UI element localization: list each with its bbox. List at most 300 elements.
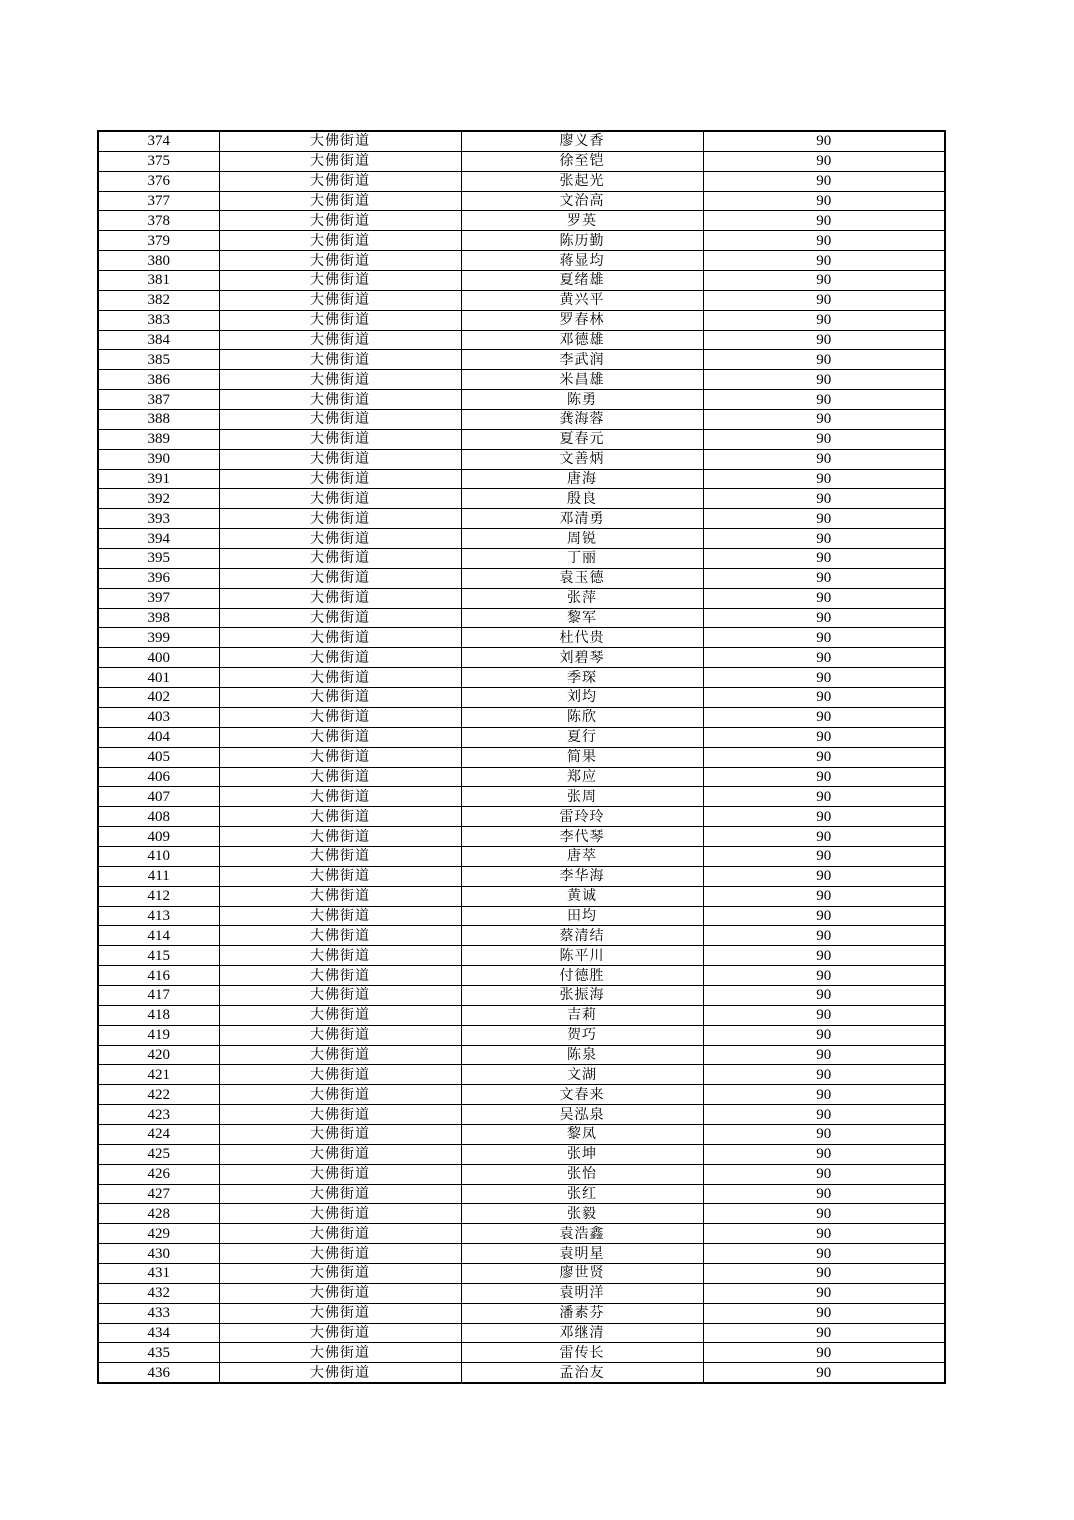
row-number-cell: 405 [98,747,219,767]
street-cell: 大佛街道 [219,827,461,847]
name-cell: 米昌雄 [461,370,703,390]
table-row [98,985,945,1005]
street-cell: 大佛街道 [219,985,461,1005]
row-number-cell: 401 [98,668,219,688]
street-cell: 大佛街道 [219,1283,461,1303]
score-cell: 90 [703,271,945,291]
row-number-cell: 399 [98,628,219,648]
name-cell: 唐萃 [461,846,703,866]
name-cell: 陈平川 [461,946,703,966]
score-cell: 90 [703,1025,945,1045]
street-cell: 大佛街道 [219,807,461,827]
roster-table-body [98,131,945,1383]
street-cell: 大佛街道 [219,886,461,906]
table-row [98,926,945,946]
name-cell: 雷玲玲 [461,807,703,827]
street-cell: 大佛街道 [219,1085,461,1105]
score-cell: 90 [703,370,945,390]
score-cell: 90 [703,151,945,171]
score-cell: 90 [703,1105,945,1125]
score-cell: 90 [703,866,945,886]
score-cell: 90 [703,727,945,747]
table-row [98,668,945,688]
score-cell: 90 [703,1204,945,1224]
street-cell: 大佛街道 [219,608,461,628]
table-row [98,727,945,747]
row-number-cell: 387 [98,390,219,410]
table-row [98,449,945,469]
table-row [98,151,945,171]
table-row [98,1363,945,1383]
street-cell: 大佛街道 [219,588,461,608]
row-number-cell: 408 [98,807,219,827]
table-row [98,310,945,330]
score-cell: 90 [703,946,945,966]
row-number-cell: 402 [98,688,219,708]
street-cell: 大佛街道 [219,1065,461,1085]
street-cell: 大佛街道 [219,688,461,708]
score-cell: 90 [703,668,945,688]
row-number-cell: 397 [98,588,219,608]
score-cell: 90 [703,1184,945,1204]
table-row [98,1025,945,1045]
name-cell: 刘碧琴 [461,648,703,668]
street-cell: 大佛街道 [219,549,461,569]
row-number-cell: 394 [98,529,219,549]
table-row [98,1204,945,1224]
score-cell: 90 [703,310,945,330]
name-cell: 夏春元 [461,429,703,449]
table-row [98,747,945,767]
name-cell: 唐海 [461,469,703,489]
name-cell: 张坤 [461,1144,703,1164]
name-cell: 付德胜 [461,966,703,986]
row-number-cell: 383 [98,310,219,330]
name-cell: 陈欣 [461,707,703,727]
row-number-cell: 418 [98,1005,219,1025]
street-cell: 大佛街道 [219,390,461,410]
name-cell: 雷传长 [461,1343,703,1363]
name-cell: 潘素芬 [461,1303,703,1323]
table-row [98,410,945,430]
table-row [98,688,945,708]
name-cell: 殷良 [461,489,703,509]
street-cell: 大佛街道 [219,211,461,231]
row-number-cell: 382 [98,290,219,310]
table-row [98,271,945,291]
street-cell: 大佛街道 [219,1005,461,1025]
table-row [98,1283,945,1303]
name-cell: 张振海 [461,985,703,1005]
name-cell: 丁丽 [461,549,703,569]
table-row [98,1065,945,1085]
score-cell: 90 [703,290,945,310]
score-cell: 90 [703,966,945,986]
row-number-cell: 410 [98,846,219,866]
row-number-cell: 395 [98,549,219,569]
street-cell: 大佛街道 [219,1204,461,1224]
score-cell: 90 [703,1144,945,1164]
row-number-cell: 412 [98,886,219,906]
table-row [98,1164,945,1184]
name-cell: 张起光 [461,171,703,191]
name-cell: 蒋显均 [461,251,703,271]
street-cell: 大佛街道 [219,489,461,509]
table-row [98,1263,945,1283]
name-cell: 陈历勤 [461,231,703,251]
table-row [98,1105,945,1125]
table-row [98,191,945,211]
street-cell: 大佛街道 [219,151,461,171]
street-cell: 大佛街道 [219,509,461,529]
street-cell: 大佛街道 [219,1224,461,1244]
row-number-cell: 390 [98,449,219,469]
row-number-cell: 417 [98,985,219,1005]
score-cell: 90 [703,1283,945,1303]
street-cell: 大佛街道 [219,449,461,469]
street-cell: 大佛街道 [219,1105,461,1125]
table-row [98,429,945,449]
row-number-cell: 426 [98,1164,219,1184]
score-cell: 90 [703,131,945,151]
score-cell: 90 [703,1124,945,1144]
row-number-cell: 409 [98,827,219,847]
street-cell: 大佛街道 [219,1263,461,1283]
score-cell: 90 [703,1224,945,1244]
street-cell: 大佛街道 [219,171,461,191]
row-number-cell: 404 [98,727,219,747]
row-number-cell: 406 [98,767,219,787]
name-cell: 夏绪雄 [461,271,703,291]
row-number-cell: 430 [98,1244,219,1264]
table-row [98,350,945,370]
street-cell: 大佛街道 [219,906,461,926]
table-row [98,1184,945,1204]
score-cell: 90 [703,985,945,1005]
row-number-cell: 393 [98,509,219,529]
score-cell: 90 [703,449,945,469]
score-cell: 90 [703,608,945,628]
street-cell: 大佛街道 [219,866,461,886]
name-cell: 邓清勇 [461,509,703,529]
row-number-cell: 425 [98,1144,219,1164]
score-cell: 90 [703,1343,945,1363]
score-cell: 90 [703,886,945,906]
table-row [98,767,945,787]
table-row [98,390,945,410]
row-number-cell: 378 [98,211,219,231]
row-number-cell: 413 [98,906,219,926]
row-number-cell: 420 [98,1045,219,1065]
row-number-cell: 407 [98,787,219,807]
street-cell: 大佛街道 [219,1244,461,1264]
name-cell: 文治高 [461,191,703,211]
score-cell: 90 [703,410,945,430]
street-cell: 大佛街道 [219,668,461,688]
score-cell: 90 [703,906,945,926]
name-cell: 廖世贤 [461,1263,703,1283]
row-number-cell: 396 [98,568,219,588]
table-row [98,827,945,847]
table-row [98,509,945,529]
score-cell: 90 [703,1263,945,1283]
score-cell: 90 [703,568,945,588]
score-cell: 90 [703,787,945,807]
table-row [98,588,945,608]
row-number-cell: 400 [98,648,219,668]
row-number-cell: 436 [98,1363,219,1383]
row-number-cell: 419 [98,1025,219,1045]
street-cell: 大佛街道 [219,290,461,310]
table-row [98,1224,945,1244]
street-cell: 大佛街道 [219,707,461,727]
name-cell: 文春来 [461,1085,703,1105]
street-cell: 大佛街道 [219,1144,461,1164]
row-number-cell: 375 [98,151,219,171]
street-cell: 大佛街道 [219,747,461,767]
name-cell: 刘均 [461,688,703,708]
table-row [98,1244,945,1264]
score-cell: 90 [703,1085,945,1105]
table-row [98,171,945,191]
street-cell: 大佛街道 [219,469,461,489]
score-cell: 90 [703,1065,945,1085]
row-number-cell: 403 [98,707,219,727]
table-row [98,469,945,489]
street-cell: 大佛街道 [219,1045,461,1065]
score-cell: 90 [703,350,945,370]
row-number-cell: 381 [98,271,219,291]
table-row [98,1124,945,1144]
table-row [98,1085,945,1105]
table-row [98,131,945,151]
row-number-cell: 428 [98,1204,219,1224]
row-number-cell: 377 [98,191,219,211]
score-cell: 90 [703,767,945,787]
row-number-cell: 427 [98,1184,219,1204]
name-cell: 邓德雄 [461,330,703,350]
score-cell: 90 [703,827,945,847]
name-cell: 黄诚 [461,886,703,906]
name-cell: 田均 [461,906,703,926]
street-cell: 大佛街道 [219,271,461,291]
score-cell: 90 [703,1164,945,1184]
row-number-cell: 386 [98,370,219,390]
score-cell: 90 [703,489,945,509]
row-number-cell: 391 [98,469,219,489]
table-row [98,489,945,509]
row-number-cell: 398 [98,608,219,628]
table-row [98,1045,945,1065]
street-cell: 大佛街道 [219,330,461,350]
score-cell: 90 [703,330,945,350]
name-cell: 贺巧 [461,1025,703,1045]
row-number-cell: 415 [98,946,219,966]
table-row [98,628,945,648]
score-cell: 90 [703,390,945,410]
score-cell: 90 [703,747,945,767]
score-cell: 90 [703,171,945,191]
score-cell: 90 [703,648,945,668]
name-cell: 黎军 [461,608,703,628]
score-cell: 90 [703,251,945,271]
name-cell: 邓继清 [461,1323,703,1343]
street-cell: 大佛街道 [219,529,461,549]
name-cell: 吉莉 [461,1005,703,1025]
score-cell: 90 [703,1303,945,1323]
street-cell: 大佛街道 [219,1303,461,1323]
score-cell: 90 [703,1363,945,1383]
row-number-cell: 423 [98,1105,219,1125]
name-cell: 张毅 [461,1204,703,1224]
score-cell: 90 [703,1323,945,1343]
table-row [98,648,945,668]
score-cell: 90 [703,1244,945,1264]
table-row [98,370,945,390]
street-cell: 大佛街道 [219,1025,461,1045]
score-cell: 90 [703,846,945,866]
table-row [98,1323,945,1343]
name-cell: 廖义香 [461,131,703,151]
score-cell: 90 [703,688,945,708]
street-cell: 大佛街道 [219,1124,461,1144]
table-row [98,231,945,251]
row-number-cell: 380 [98,251,219,271]
name-cell: 黎凤 [461,1124,703,1144]
score-cell: 90 [703,231,945,251]
row-number-cell: 431 [98,1263,219,1283]
street-cell: 大佛街道 [219,767,461,787]
street-cell: 大佛街道 [219,1184,461,1204]
row-number-cell: 414 [98,926,219,946]
table-row [98,787,945,807]
score-cell: 90 [703,926,945,946]
street-cell: 大佛街道 [219,946,461,966]
street-cell: 大佛街道 [219,131,461,151]
name-cell: 杜代贵 [461,628,703,648]
street-cell: 大佛街道 [219,350,461,370]
table-row [98,211,945,231]
name-cell: 文湖 [461,1065,703,1085]
name-cell: 袁浩鑫 [461,1224,703,1244]
name-cell: 周锐 [461,529,703,549]
row-number-cell: 429 [98,1224,219,1244]
street-cell: 大佛街道 [219,926,461,946]
street-cell: 大佛街道 [219,966,461,986]
table-row [98,866,945,886]
score-cell: 90 [703,191,945,211]
roster-table [97,130,946,1384]
table-row [98,846,945,866]
street-cell: 大佛街道 [219,787,461,807]
name-cell: 陈勇 [461,390,703,410]
name-cell: 张周 [461,787,703,807]
table-row [98,608,945,628]
row-number-cell: 392 [98,489,219,509]
table-row [98,1343,945,1363]
name-cell: 孟治友 [461,1363,703,1383]
street-cell: 大佛街道 [219,429,461,449]
street-cell: 大佛街道 [219,191,461,211]
table-row [98,568,945,588]
row-number-cell: 374 [98,131,219,151]
table-row [98,251,945,271]
name-cell: 吴泓泉 [461,1105,703,1125]
street-cell: 大佛街道 [219,568,461,588]
name-cell: 蔡清结 [461,926,703,946]
table-row [98,290,945,310]
score-cell: 90 [703,707,945,727]
row-number-cell: 422 [98,1085,219,1105]
name-cell: 袁明星 [461,1244,703,1264]
row-number-cell: 416 [98,966,219,986]
table-row [98,966,945,986]
name-cell: 张萍 [461,588,703,608]
row-number-cell: 433 [98,1303,219,1323]
row-number-cell: 385 [98,350,219,370]
score-cell: 90 [703,1045,945,1065]
row-number-cell: 421 [98,1065,219,1085]
score-cell: 90 [703,807,945,827]
score-cell: 90 [703,628,945,648]
name-cell: 罗英 [461,211,703,231]
score-cell: 90 [703,469,945,489]
score-cell: 90 [703,211,945,231]
name-cell: 张怡 [461,1164,703,1184]
score-cell: 90 [703,529,945,549]
name-cell: 文善炳 [461,449,703,469]
table-row [98,1005,945,1025]
name-cell: 徐至铠 [461,151,703,171]
row-number-cell: 434 [98,1323,219,1343]
row-number-cell: 432 [98,1283,219,1303]
name-cell: 罗春林 [461,310,703,330]
table-row [98,707,945,727]
row-number-cell: 435 [98,1343,219,1363]
street-cell: 大佛街道 [219,410,461,430]
name-cell: 黄兴平 [461,290,703,310]
table-row [98,1303,945,1323]
row-number-cell: 384 [98,330,219,350]
row-number-cell: 376 [98,171,219,191]
street-cell: 大佛街道 [219,727,461,747]
row-number-cell: 424 [98,1124,219,1144]
street-cell: 大佛街道 [219,1343,461,1363]
table-row [98,1144,945,1164]
street-cell: 大佛街道 [219,648,461,668]
name-cell: 夏行 [461,727,703,747]
name-cell: 张红 [461,1184,703,1204]
score-cell: 90 [703,549,945,569]
table-row [98,549,945,569]
table-row [98,529,945,549]
table-row [98,886,945,906]
street-cell: 大佛街道 [219,370,461,390]
name-cell: 郑应 [461,767,703,787]
score-cell: 90 [703,1005,945,1025]
street-cell: 大佛街道 [219,1323,461,1343]
score-cell: 90 [703,429,945,449]
score-cell: 90 [703,509,945,529]
street-cell: 大佛街道 [219,1363,461,1383]
street-cell: 大佛街道 [219,310,461,330]
street-cell: 大佛街道 [219,628,461,648]
table-row [98,807,945,827]
row-number-cell: 411 [98,866,219,886]
street-cell: 大佛街道 [219,251,461,271]
name-cell: 袁玉德 [461,568,703,588]
row-number-cell: 389 [98,429,219,449]
